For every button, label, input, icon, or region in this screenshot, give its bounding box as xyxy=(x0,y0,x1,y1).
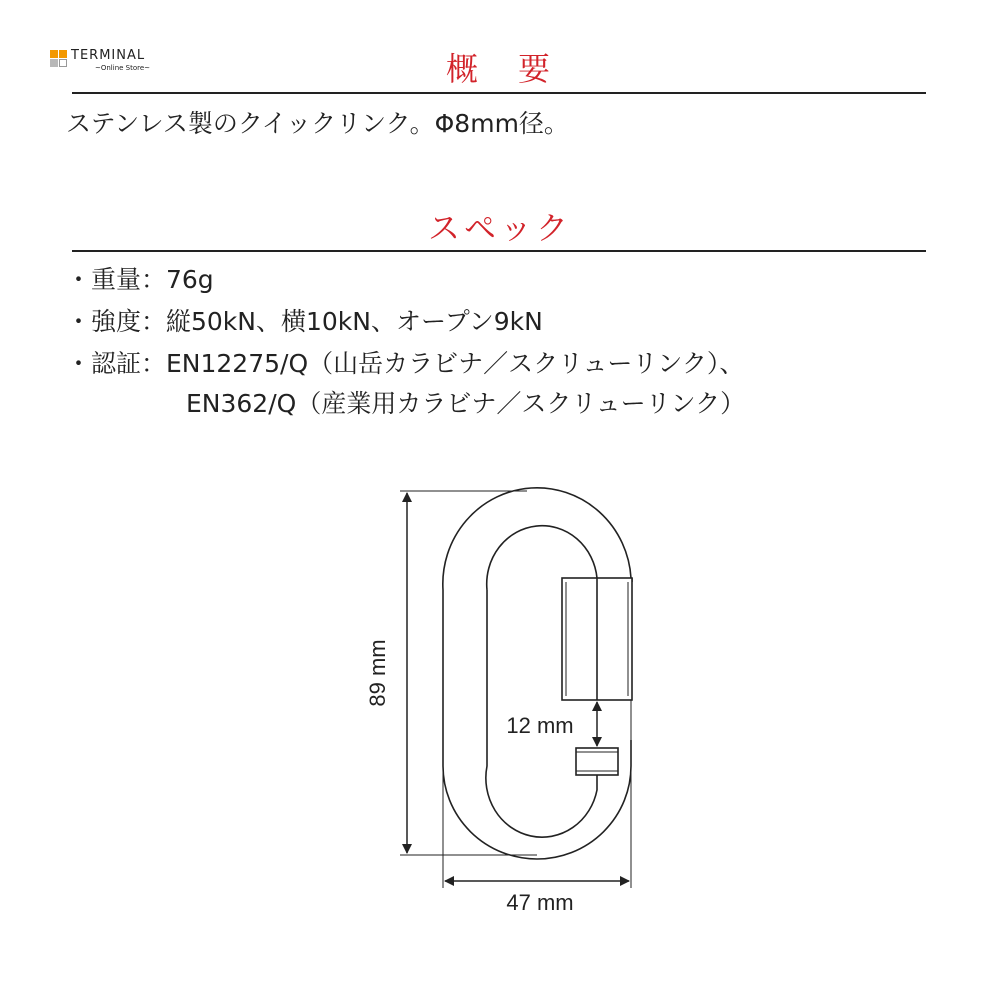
width-label: 47 mm xyxy=(506,890,574,915)
overview-text: ステンレス製のクイックリンク。Φ8mm径。 xyxy=(66,109,569,138)
spec-item-certification-cont: EN362/Q（産業用カラビナ／スクリューリンク） xyxy=(186,389,746,418)
overview-heading: 概 要 xyxy=(445,50,554,88)
spec-item-certification: ・認証：EN12275/Q（山岳カラビナ／スクリューリンク）、 xyxy=(66,349,745,378)
logo-tagline: ~Online Store~ xyxy=(95,64,151,72)
logo-name: TERMINAL xyxy=(71,48,146,63)
spec-item-weight: ・重量：76g xyxy=(66,265,214,294)
height-label: 89 mm xyxy=(365,639,390,707)
spec-item-strength: ・強度：縦50kN、横10kN、オープン9kN xyxy=(66,307,543,336)
gap-label: 12 mm xyxy=(506,713,574,738)
spec-heading: スペック xyxy=(427,209,572,247)
